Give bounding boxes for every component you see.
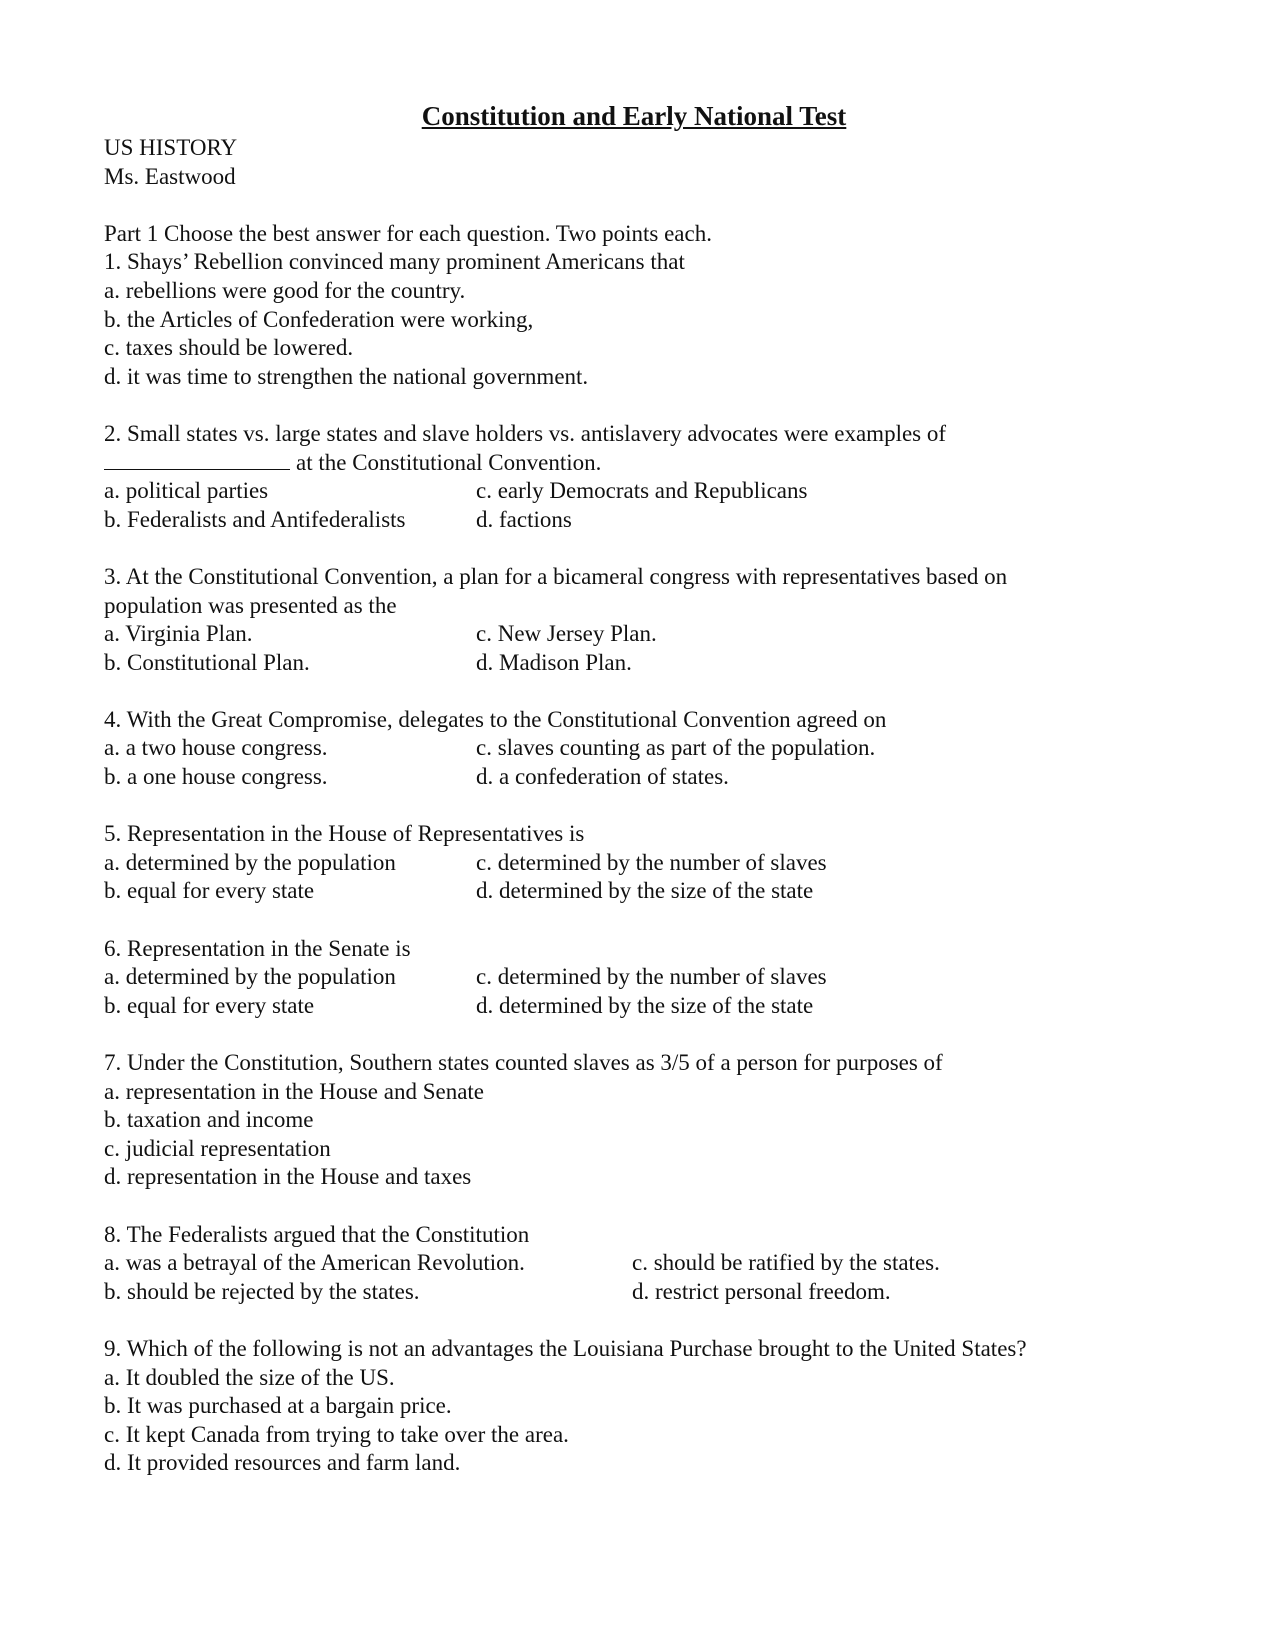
answer-option: c. should be ratified by the states. — [632, 1250, 940, 1276]
question-stem: 8. The Federalists argued that the Constitution — [104, 1221, 530, 1247]
answer-option: b. taxation and income — [104, 1107, 314, 1133]
question-9 — [104, 1335, 1204, 1478]
answer-option: a. a two house congress. — [104, 735, 328, 761]
answer-option: d. restrict personal freedom. — [632, 1278, 891, 1304]
question-1 — [104, 248, 1204, 391]
answer-option: d. It provided resources and farm land. — [104, 1450, 461, 1476]
question-stem: 4. With the Great Compromise, delegates to the Constitutional Convention agreed on — [104, 706, 887, 732]
answer-option: a. political parties — [104, 478, 269, 504]
answer-option: b. It was purchased at a bargain price. — [104, 1393, 452, 1419]
answer-option: a. It doubled the size of the US. — [104, 1364, 395, 1390]
question-stem-continued: at the Constitutional Convention. — [296, 449, 602, 475]
answer-option: a. determined by the population — [104, 964, 396, 990]
answer-option: b. equal for every state — [104, 878, 315, 904]
answer-option: c. slaves counting as part of the population. — [476, 735, 876, 761]
page-title: Constitution and Early National Test — [421, 101, 847, 131]
answer-option: a. Virginia Plan. — [104, 621, 253, 647]
question-stem: 5. Representation in the House of Representatives is — [104, 821, 585, 847]
question-stem: 6. Representation in the Senate is — [104, 935, 411, 961]
answer-option: c. judicial representation — [104, 1135, 331, 1161]
answer-option: a. rebellions were good for the country. — [104, 277, 466, 303]
answer-option: d. it was time to strengthen the national government. — [104, 363, 589, 389]
answer-option: c. It kept Canada from trying to take over the area. — [104, 1421, 569, 1447]
answer-option: c. determined by the number of slaves — [476, 964, 827, 990]
answer-option: a. determined by the population — [104, 849, 396, 875]
answer-option: c. taxes should be lowered. — [104, 335, 354, 361]
answer-option: d. determined by the size of the state — [476, 878, 814, 904]
answer-option: d. representation in the House and taxes — [104, 1164, 472, 1190]
question-4 — [104, 706, 1204, 792]
question-2 — [104, 420, 1204, 534]
answer-option: c. New Jersey Plan. — [476, 621, 657, 647]
question-stem: 7. Under the Constitution, Southern states counted slaves as 3/5 of a person for purposes of — [104, 1050, 943, 1075]
answer-option: d. factions — [476, 506, 572, 532]
test-page — [104, 98, 1204, 1478]
question-stem: 2. Small states vs. large states and slave holders vs. antislavery advocates were examples of — [104, 420, 947, 446]
answer-option: b. Constitutional Plan. — [104, 649, 310, 675]
answer-option: a. representation in the House and Senate — [104, 1078, 485, 1104]
answer-option: c. determined by the number of slaves — [476, 849, 827, 875]
answer-option: b. equal for every state — [104, 992, 315, 1018]
answer-option: c. early Democrats and Republicans — [476, 478, 808, 504]
question-7 — [104, 1049, 1204, 1192]
course-name: US HISTORY — [104, 135, 238, 160]
teacher-name: Ms. Eastwood — [104, 163, 236, 189]
question-8 — [104, 1221, 1204, 1307]
answer-option: b. should be rejected by the states. — [104, 1278, 420, 1304]
question-5 — [104, 820, 1204, 906]
question-3 — [104, 563, 1204, 677]
answer-option: b. a one house congress. — [104, 764, 328, 790]
question-stem: 1. Shays’ Rebellion convinced many prominent Americans that — [104, 249, 685, 275]
answer-option: b. Federalists and Antifederalists — [104, 506, 406, 532]
answer-option: b. the Articles of Confederation were working, — [104, 306, 534, 332]
instructions: Part 1 Choose the best answer for each question. Two points each. — [104, 220, 712, 246]
answer-option: d. determined by the size of the state — [476, 992, 814, 1018]
question-6 — [104, 935, 1204, 1021]
answer-option: d. Madison Plan. — [476, 649, 632, 675]
question-stem: 3. At the Constitutional Convention, a plan for a bicameral congress with representatives based on — [104, 563, 1008, 589]
answer-option: d. a confederation of states. — [476, 764, 729, 790]
answer-option: a. was a betrayal of the American Revolution. — [104, 1250, 525, 1276]
answer-blank — [104, 449, 290, 470]
question-stem: 9. Which of the following is not an advantages the Louisiana Purchase brought to the United States? — [104, 1335, 1027, 1361]
question-stem-continued: population was presented as the — [104, 592, 397, 618]
